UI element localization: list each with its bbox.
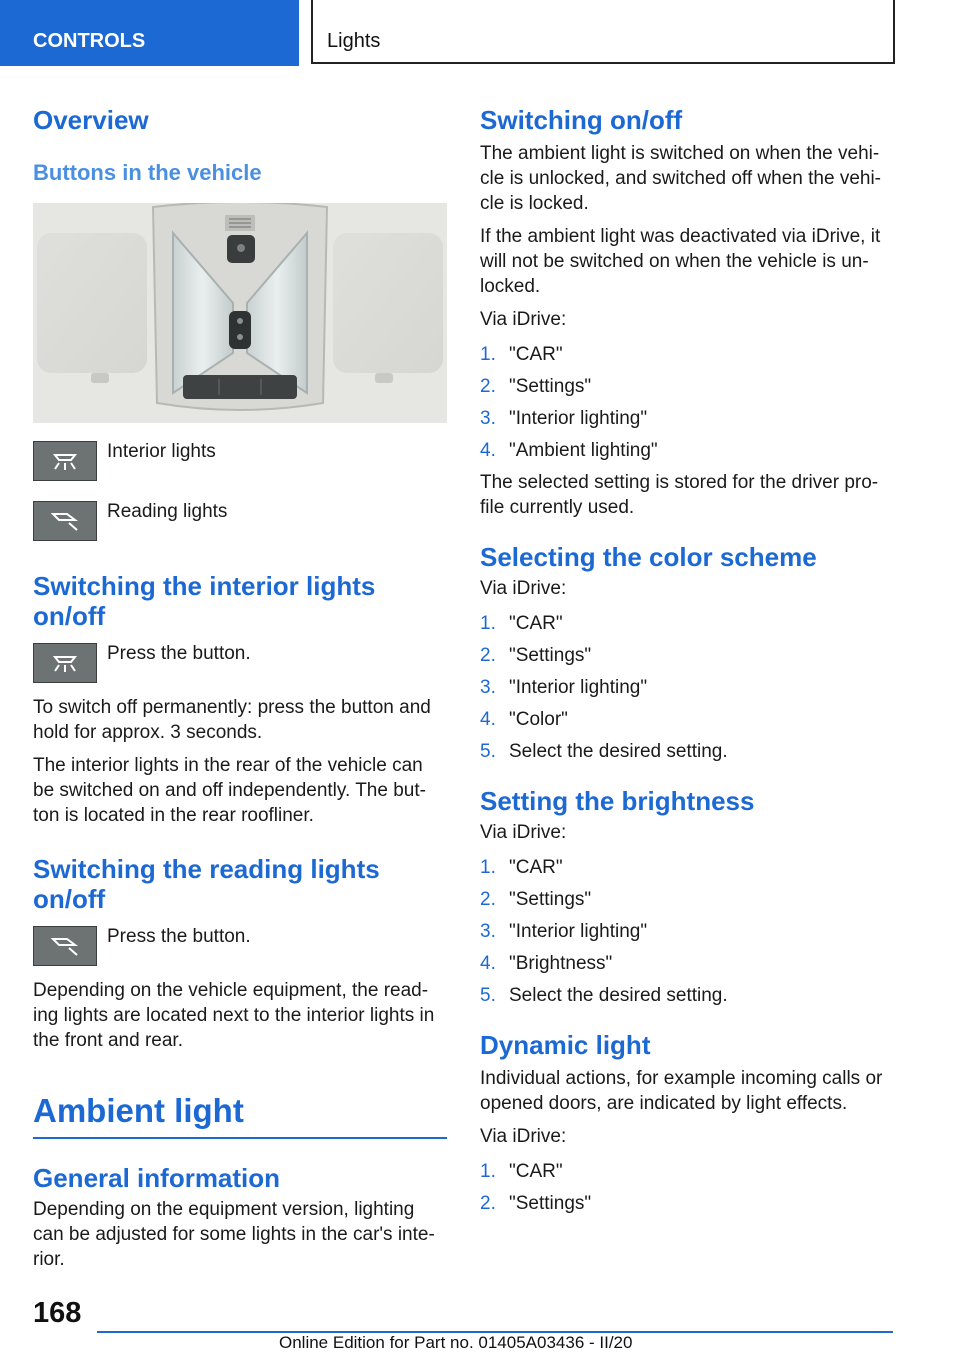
switching-heading: Switching on/off <box>480 105 683 135</box>
list-item: 1. "CAR" <box>480 1161 563 1182</box>
brightness-heading: Setting the brightness <box>480 786 755 816</box>
roof-console-photo <box>33 203 447 423</box>
page-number: 168 <box>33 1297 82 1329</box>
switching-paragraph-2: If the ambient light was deactivated via iDrive, it will not be switched on when the vehicle is un-locked. <box>480 226 881 297</box>
list-item: 4. "Ambient lighting" <box>480 440 658 461</box>
overview-heading: Overview <box>33 105 149 135</box>
reading-lights-label: Reading lights <box>107 501 228 522</box>
list-item: 2. "Settings" <box>480 376 592 397</box>
legend-interior <box>33 441 447 481</box>
general-paragraph-1: Depending on the equipment version, lighting can be adjusted for some lights in the car's inte-rior. <box>33 1199 435 1270</box>
list-item: 4. "Brightness" <box>480 953 613 974</box>
dynamic-paragraph-1: Individual actions, for example incoming calls or opened doors, are indicated by light effects. <box>480 1068 883 1114</box>
ambient-light-heading: Ambient light <box>33 1091 447 1139</box>
buttons-heading: Buttons in the vehicle <box>33 160 262 185</box>
interior-light-button-icon <box>33 441 97 481</box>
list-item: 2. "Settings" <box>480 645 592 666</box>
dynamic-via: Via iDrive: <box>480 1126 567 1147</box>
switching-paragraph-1: The ambient light is switched on when the vehi-cle is unlocked, and switched off when the vehi-cle is locked. <box>480 143 881 214</box>
list-item: 4. "Color" <box>480 709 568 730</box>
switching-steps <box>480 342 890 463</box>
interior-lights-label: Interior lights <box>107 441 216 462</box>
interior-press-row <box>33 643 447 683</box>
switch-interior-heading: Switching the interior lights on/off <box>33 571 376 631</box>
list-item: 1. "CAR" <box>480 857 563 878</box>
list-item: 3. "Interior lighting" <box>480 408 648 429</box>
general-info-heading: General information <box>33 1163 281 1193</box>
footer-edition: Online Edition for Part no. 01405A03436 - II/20 <box>279 1333 633 1352</box>
brightness-steps <box>480 855 890 1008</box>
reading-paragraph-1: Depending on the vehicle equipment, the read-ing lights are located next to the interior lights in the front and rear. <box>33 980 435 1051</box>
list-item: 1. "CAR" <box>480 344 563 365</box>
reading-light-button-icon <box>33 501 97 541</box>
interior-press-text: Press the button. <box>107 643 251 664</box>
interior-light-button-icon <box>33 643 97 683</box>
dynamic-light-heading: Dynamic light <box>480 1030 651 1060</box>
list-item: 1. "CAR" <box>480 613 563 634</box>
interior-paragraph-1: To switch off permanently: press the button and hold for approx. 3 seconds. <box>33 697 431 743</box>
section-tab: CONTROLS <box>0 0 299 66</box>
color-scheme-heading: Selecting the color scheme <box>480 542 817 572</box>
color-steps <box>480 611 890 764</box>
page-header <box>0 0 960 66</box>
switching-via: Via iDrive: <box>480 309 567 330</box>
chapter-tab: Lights <box>311 0 895 64</box>
right-column <box>480 100 890 1223</box>
roof-console-illustration <box>33 203 447 423</box>
list-item: 3. "Interior lighting" <box>480 921 648 942</box>
list-item: 5. Select the desired setting. <box>480 741 728 762</box>
list-item: 5. Select the desired setting. <box>480 985 728 1006</box>
switch-reading-heading: Switching the reading lights on/off <box>33 854 380 914</box>
reading-press-text: Press the button. <box>107 926 251 947</box>
brightness-via: Via iDrive: <box>480 822 567 843</box>
legend-reading <box>33 501 447 541</box>
list-item: 2. "Settings" <box>480 1193 592 1214</box>
interior-paragraph-2: The interior lights in the rear of the vehicle can be switched on and off independently. The but-ton is located in the rear roofliner. <box>33 755 426 826</box>
dynamic-steps <box>480 1159 890 1216</box>
reading-light-button-icon <box>33 926 97 966</box>
list-item: 2. "Settings" <box>480 889 592 910</box>
reading-press-row <box>33 926 447 966</box>
switching-paragraph-3: The selected setting is stored for the driver pro-file currently used. <box>480 472 879 518</box>
list-item: 3. "Interior lighting" <box>480 677 648 698</box>
color-via: Via iDrive: <box>480 578 567 599</box>
left-column <box>33 100 447 1280</box>
